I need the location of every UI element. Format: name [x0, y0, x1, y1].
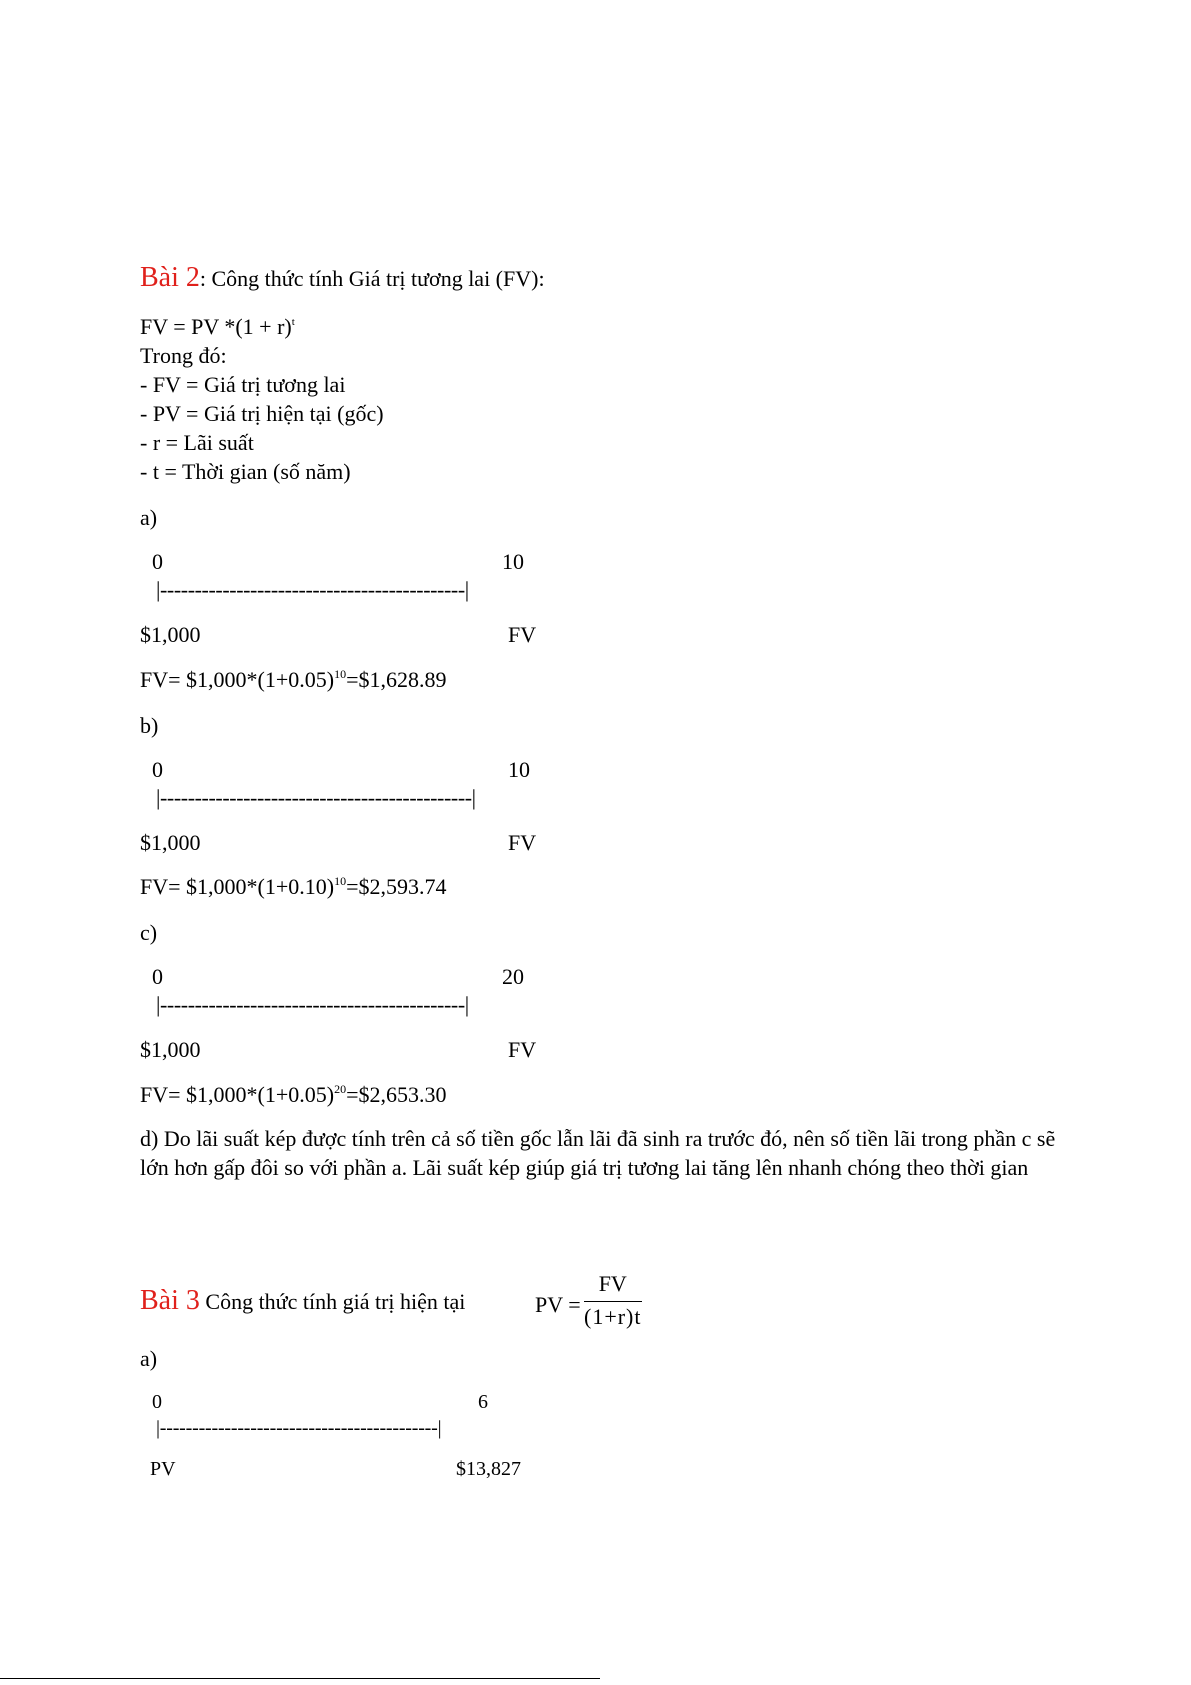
def-r: - r = Lãi suất: [140, 430, 254, 455]
part-a-timeline-end: 10: [502, 549, 524, 574]
bai3-part-a-left-value: PV: [150, 1458, 176, 1480]
part-c-calc-result: =$2,653.30: [346, 1082, 447, 1107]
part-a-calc-result: =$1,628.89: [346, 667, 447, 692]
def-pv: - PV = Giá trị hiện tại (gốc): [140, 401, 384, 426]
part-c-left-value: $1,000: [140, 1037, 201, 1062]
part-c-right-value: FV: [508, 1037, 537, 1062]
part-a-timeline-start: 0: [152, 549, 163, 574]
part-b-left-value: $1,000: [140, 830, 201, 855]
part-a-right-value: FV: [508, 622, 537, 647]
bai2-label: Bài 2: [140, 262, 200, 293]
part-a-left-value: $1,000: [140, 622, 201, 647]
pv-fraction-denominator: (1+r)t: [584, 1304, 642, 1329]
part-c-calc-exp: 20: [334, 1082, 347, 1096]
bai3-part-a-right-value: $13,827: [456, 1458, 521, 1480]
bai3-part-a-label: a): [140, 1346, 158, 1371]
part-c-timeline-start: 0: [152, 964, 163, 989]
bai2-title: : Công thức tính Giá trị tương lai (FV):: [199, 266, 545, 291]
part-b-timeline: |---------------------------------------------|: [156, 785, 476, 810]
part-b-calc-exp: 10: [334, 874, 347, 888]
pv-fraction: [584, 1271, 642, 1330]
part-c-timeline: |--------------------------------------------|: [156, 992, 469, 1017]
bai3-heading: [140, 1285, 465, 1317]
part-c-calc-pre: FV= $1,000*(1+0.05): [140, 1082, 335, 1107]
part-c-timeline-end: 20: [502, 964, 524, 989]
part-b-calculation: [140, 874, 447, 899]
part-a-calc-pre: FV= $1,000*(1+0.05): [140, 667, 335, 692]
part-b-right-value: FV: [508, 830, 537, 855]
part-b-timeline-start: 0: [152, 757, 163, 782]
part-a-timeline: |--------------------------------------------|: [156, 577, 469, 602]
pv-equation-label: PV =: [535, 1292, 581, 1317]
bai3-label: Bài 3: [140, 1285, 200, 1316]
part-b-label: b): [140, 713, 159, 738]
where-label: Trong đó:: [140, 343, 227, 368]
part-c-calculation: [140, 1082, 447, 1107]
part-a-label: a): [140, 505, 158, 530]
page-bottom-rule: [0, 1678, 600, 1679]
part-a-calculation: [140, 667, 447, 692]
fv-formula-base: FV = PV *(1 + r): [140, 314, 292, 339]
bai2-heading: [140, 262, 545, 294]
def-t: - t = Thời gian (số năm): [140, 459, 351, 484]
pv-fraction-numerator: FV: [584, 1271, 642, 1302]
part-b-calc-result: =$2,593.74: [346, 874, 447, 899]
fv-formula: [140, 314, 295, 339]
bai3-part-a-timeline-start: 0: [152, 1391, 162, 1413]
bai3-title: Công thức tính giá trị hiện tại: [199, 1289, 466, 1314]
part-c-label: c): [140, 920, 158, 945]
part-b-timeline-end: 10: [508, 757, 530, 782]
bai3-part-a-timeline-end: 6: [478, 1391, 488, 1413]
part-d-paragraph: d) Do lãi suất kép được tính trên cả số tiền gốc lẫn lãi đã sinh ra trước đó, nên số tiền lãi trong phần c sẽ lớn hơn gấp đôi so với phần a. Lãi suất kép giúp giá trị tương lai tăng lên nhanh chóng theo thời gian: [140, 1126, 1056, 1180]
bai3-part-a-timeline: |-------------------------------------------|: [156, 1417, 442, 1439]
part-a-calc-exp: 10: [334, 667, 347, 681]
def-fv: - FV = Giá trị tương lai: [140, 372, 346, 397]
fv-formula-exponent: t: [291, 316, 295, 328]
part-b-calc-pre: FV= $1,000*(1+0.10): [140, 874, 335, 899]
